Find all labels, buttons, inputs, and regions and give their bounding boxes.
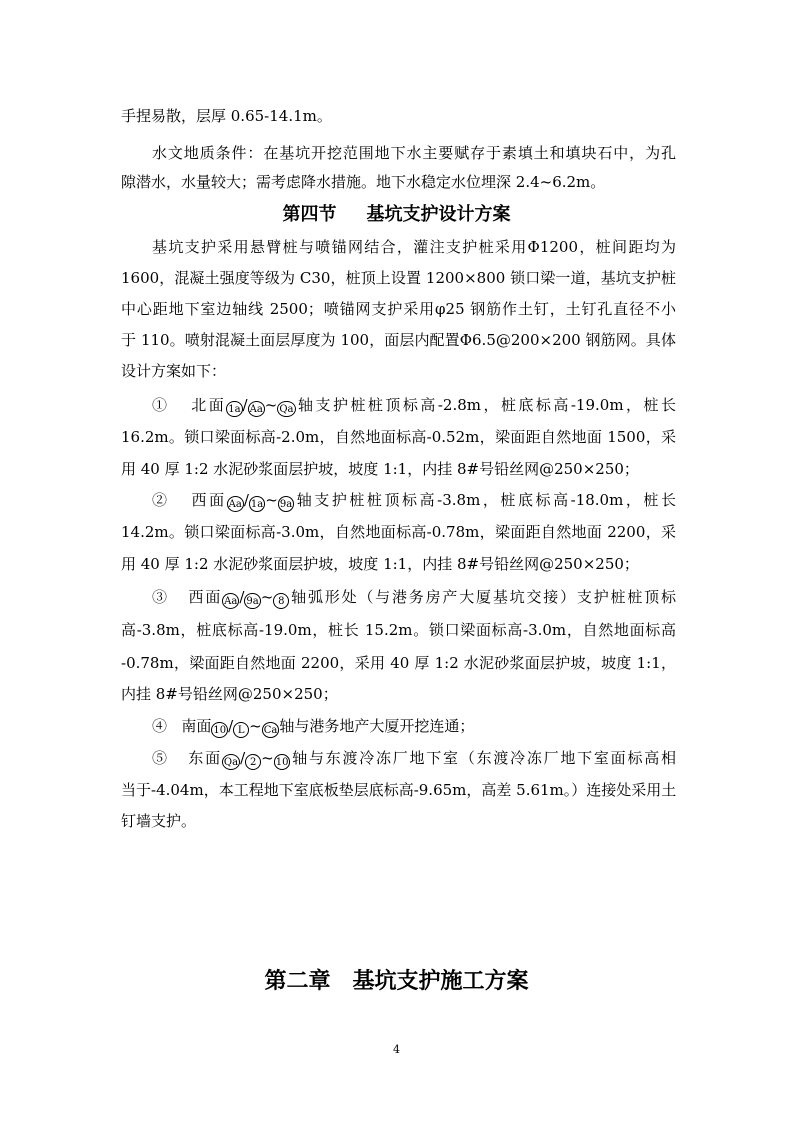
axis-marker: 1a [226,401,242,417]
axis-marker: 10 [274,754,291,770]
item-3-side: 西面 [188,588,223,606]
item-1-side: 北面 [191,396,227,414]
axis-marker: 9a [278,496,294,512]
item-3-first-line: ③ 西面 Aa / 9a ~ 8 轴弧形处（与港务房产大厦基坑交接）支护桩桩顶标 [152,588,676,607]
item-2-first-line: ② 西面 Aa / 1a ~ 9a 轴支护桩桩顶标高-3.8m，桩底标高-18.0m，桩长 [152,491,676,510]
item-5-number: ⑤ [152,749,169,767]
item-3-line-3: -0.78m，梁面距自然地面 2200，采用 40 厚 1:2 水泥砂浆面层护坡，坡度 1:1， [121,654,676,672]
chapter-heading [0,968,793,996]
item-3-text: 轴弧形处（与港务房产大厦基坑交接）支护桩桩顶标 [289,588,676,606]
axis-marker: 8 [273,593,289,609]
intro-line-2: 1600，混凝土强度等级为 C30，桩顶上设置 1200×800 锁口梁一道，基坑支护桩 [121,269,676,287]
item-2-line-3: 用 40 厚 1:2 水泥砂浆面层护坡，坡度 1:1，内挂 8#号铅丝网@250×250； [121,555,639,573]
item-5-line-3: 钉墙支护。 [121,812,197,830]
axis-marker: 1a [249,496,265,512]
paragraph-continuation: 手捏易散，层厚 0.65-14.1m。 [121,107,332,125]
axis-marker: Ca [262,722,280,738]
item-5-side: 东面 [188,749,222,767]
item-1-text: 轴支护桩桩顶标高-2.8m，桩底标高-19.0m，桩长 [295,396,676,414]
intro-line-1: 基坑支护采用悬臂桩与喷锚网结合，灌注支护桩采用Φ1200，桩间距均为 [152,238,676,256]
axis-marker: Aa [222,593,239,609]
axis-marker: L [233,722,249,738]
item-4-number: ④ [152,717,168,735]
item-2-text: 轴支护桩桩顶标高-3.8m，桩底标高-18.0m，桩长 [294,491,676,509]
item-1-first-line: ① 北面 1a / Aa ~ Qa 轴支护桩桩顶标高-2.8m，桩底标高-19.0m，桩长 [152,396,676,415]
axis-marker: 2 [245,754,261,770]
item-2-number: ② [152,491,170,509]
chapter-title: 基坑支护施工方案 [352,969,529,994]
item-1-number: ① [152,396,170,414]
axis-marker: Aa [227,496,244,512]
item-3-line-4: 内挂 8#号铅丝网@250×250； [121,685,338,703]
chapter-number: 第二章 [264,969,331,994]
hydro-line-1: 水文地质条件：在基坑开挖范围地下水主要赋存于素填土和填块石中，为孔 [152,144,676,162]
page-number: 4 [393,1043,400,1056]
item-5-first-line: ⑤ 东面 Qa / 2 ~ 10 轴与东渡冷冻厂地下室（东渡冷冻厂地下室面标高相 [152,749,676,768]
item-4-side: 南面 [181,717,212,735]
item-3-number: ③ [152,588,169,606]
item-5-line-2: 当于-4.04m，本工程地下室底板垫层底标高-9.65m，高差 5.61m。）连接处采用土 [121,781,676,799]
axis-marker: Aa [248,401,265,417]
item-1-line-2: 16.2m。锁口梁面标高-2.0m，自然地面标高-0.52m，梁面距自然地面 1500，采 [121,428,676,446]
axis-marker: Qa [222,754,240,770]
intro-line-5: 设计方案如下： [121,362,227,380]
axis-marker: 10 [211,722,228,738]
intro-line-4: 于 110。喷射混凝土面层厚度为 100，面层内配置Φ6.5@200×200 钢筋网。具体 [121,331,676,349]
item-3-line-2: 高-3.8m，桩底标高-19.0m，桩长 15.2m。锁口梁面标高-3.0m，自然地面标高 [121,621,676,639]
axis-marker: Qa [277,401,295,417]
hydro-line-2: 隙潜水，水量较大；需考虑降水措施。地下水稳定水位埋深 2.4~6.2m。 [121,173,606,191]
item-1-line-3: 用 40 厚 1:2 水泥砂浆面层护坡，坡度 1:1，内挂 8#号铅丝网@250×250； [121,460,639,478]
item-5-text: 轴与东渡冷冻厂地下室（东渡冷冻厂地下室面标高相 [290,749,676,767]
section-title: 基坑支护设计方案 [366,204,511,225]
item-2-line-2: 14.2m。锁口梁面标高-3.0m，自然地面标高-0.78m，梁面距自然地面 2200，采 [121,523,676,541]
intro-line-3: 中心距地下室边轴线 2500；喷锚网支护采用φ25 钢筋作土钉，土钉孔直径不小 [121,300,676,318]
axis-marker: 9a [244,593,260,609]
item-4-first-line: ④ 南面 10 / L ~ Ca 轴与港务地产大厦开挖连通； [152,717,475,736]
item-2-side: 西面 [191,491,227,509]
item-4-text: 轴与港务地产大厦开挖连通； [279,717,475,735]
section-heading [0,203,793,227]
section-number: 第四节 [282,204,337,225]
